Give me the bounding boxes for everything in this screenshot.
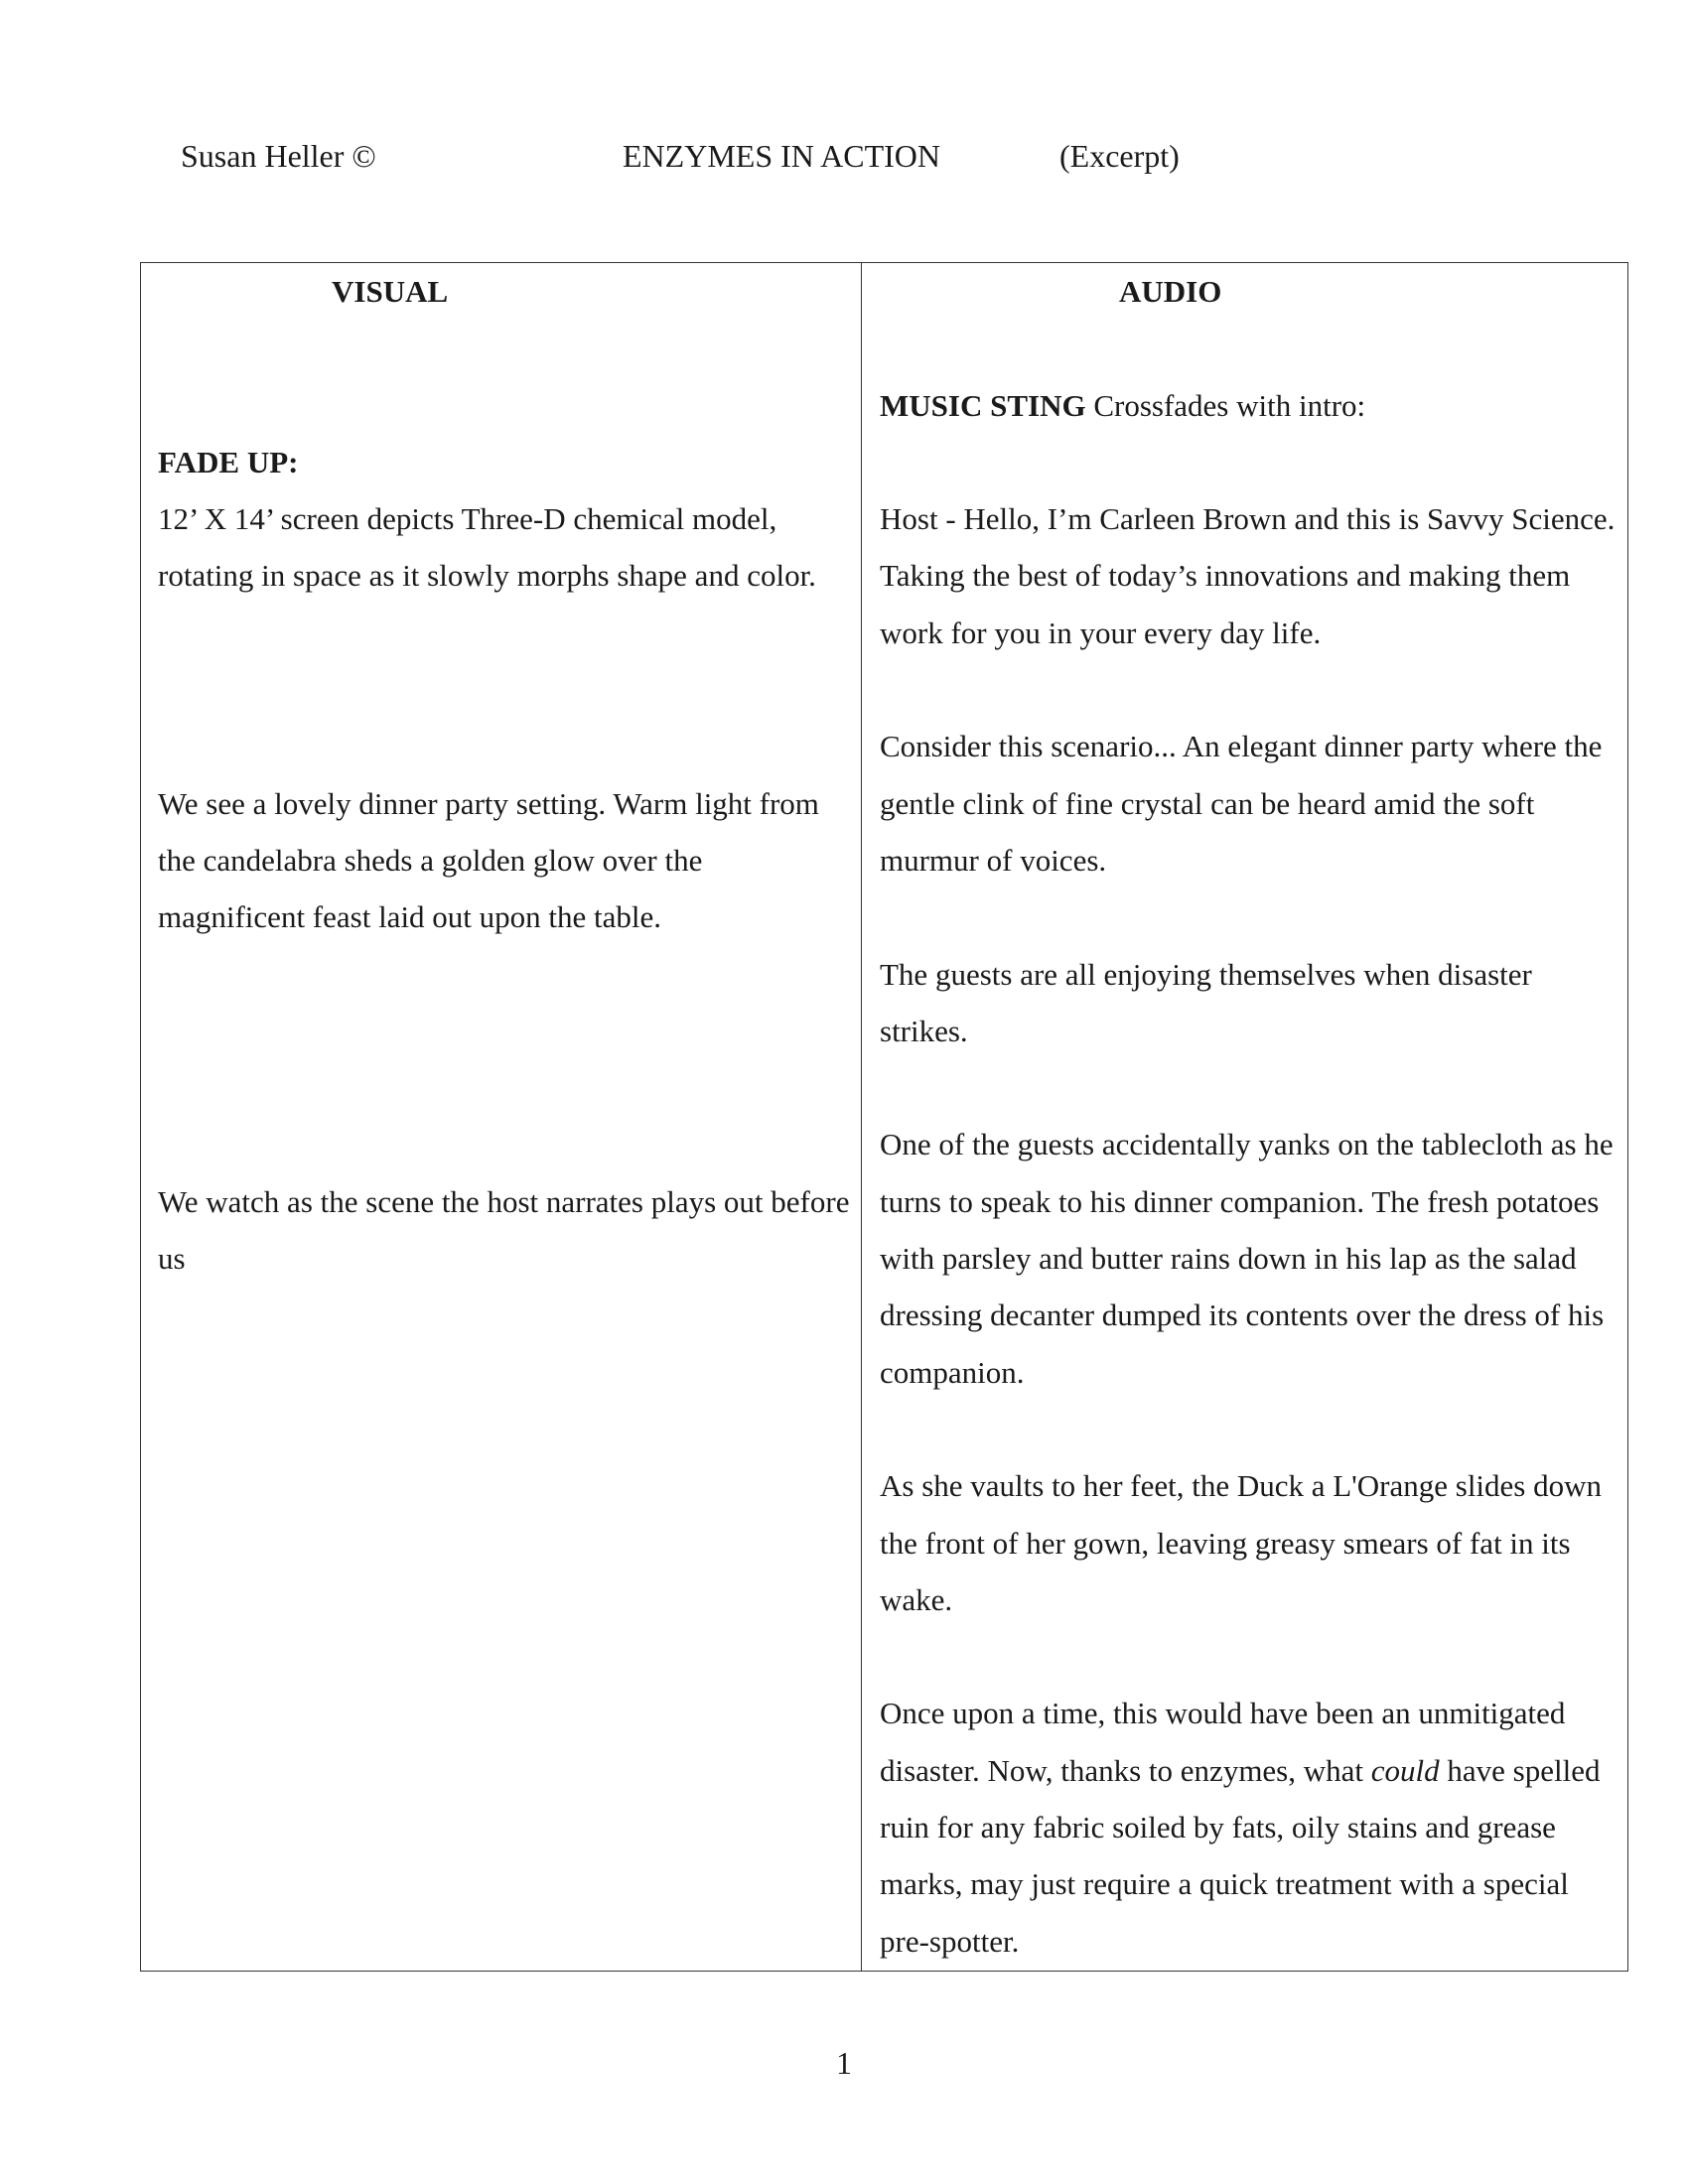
duck-line: As she vaults to her feet, the Duck a L'Orange slides down the front of her gown, leaving greasy smears of fat in its wake. bbox=[880, 1468, 1603, 1617]
fade-up-description: 12’ X 14’ screen depicts Three-D chemical model, rotating in space as it slowly morphs shape and color. bbox=[158, 501, 816, 594]
dinner-setting-description: We see a lovely dinner party setting. Warm light from the candelabra sheds a golden glow over the magnificent feast laid out upon the table. bbox=[158, 785, 819, 935]
document-title: ENZYMES IN ACTION bbox=[623, 138, 940, 174]
host-intro-line: Host - Hello, I’m Carleen Brown and this is Savvy Science. Taking the best of today’s innovations and making them work for you in your every day life. bbox=[880, 501, 1616, 650]
column-divider bbox=[861, 263, 862, 1971]
music-sting-text: Crossfades with intro: bbox=[1085, 387, 1366, 423]
enzymes-line-start: Once upon a time, this would have been an unmitigated disaster. Now, thanks to enzymes, what bbox=[880, 1696, 1566, 1788]
script-table bbox=[140, 262, 1628, 1972]
author-credit: Susan Heller © bbox=[181, 138, 376, 174]
scene-description: We watch as the scene the host narrates plays out before us bbox=[158, 1183, 850, 1277]
music-sting-cue bbox=[880, 377, 1617, 434]
music-sting-label: MUSIC STING bbox=[880, 387, 1086, 423]
disaster-line: The guests are all enjoying themselves when disaster strikes. bbox=[880, 956, 1532, 1048]
audio-heading: AUDIO bbox=[1119, 274, 1222, 309]
fade-up-label: FADE UP: bbox=[158, 444, 299, 479]
enzymes-line-emphasis: could bbox=[1370, 1752, 1440, 1788]
enzymes-line bbox=[880, 1685, 1617, 1969]
audio-column bbox=[880, 263, 1617, 1971]
visual-heading: VISUAL bbox=[332, 274, 449, 309]
tablecloth-line: One of the guests accidentally yanks on the tablecloth as he turns to speak to his dinner companion. The fresh potatoes with parsley and butter rains down in his lap as the salad dressing decanter dumped its contents over the dress of his companion. bbox=[880, 1127, 1614, 1390]
visual-column bbox=[158, 263, 853, 1971]
excerpt-tag: (Excerpt) bbox=[1059, 138, 1180, 174]
page-header bbox=[0, 134, 1688, 179]
page-number: 1 bbox=[836, 2045, 852, 2081]
enzymes-line-end: have spelled ruin for any fabric soiled by fats, oily stains and grease marks, may just require a quick treatment with a special pre-spotter. bbox=[880, 1752, 1601, 1959]
scenario-line: Consider this scenario... An elegant dinner party where the gentle clink of fine crystal can be heard amid the soft murmur of voices. bbox=[880, 729, 1603, 878]
